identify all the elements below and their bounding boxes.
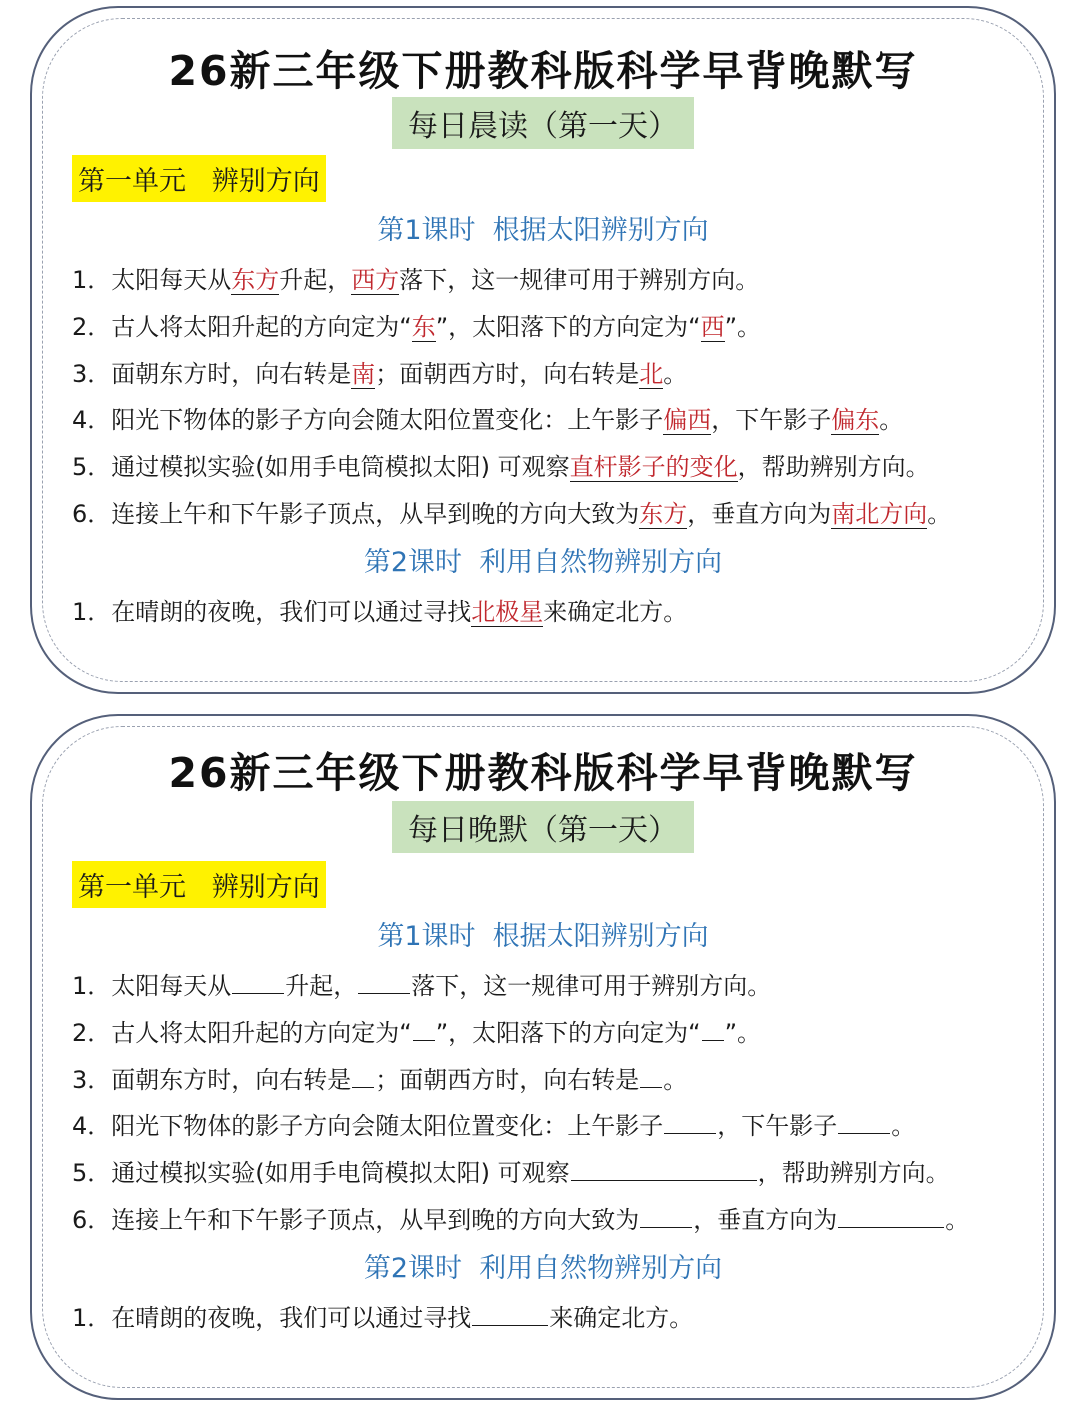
item-text: 太阳每天从 [111, 972, 232, 1000]
item-text: ；面朝西方时，向右转是 [375, 360, 640, 388]
item-number: 3． [72, 360, 112, 388]
item-text: 落下，这一规律可用于辨别方向。 [411, 972, 772, 1000]
item-text: ，帮助辨别方向。 [737, 453, 930, 481]
answer: 北 [639, 360, 664, 388]
item-text: 。 [663, 1066, 688, 1094]
item-text: ，帮助辨别方向。 [757, 1159, 950, 1187]
item-number: 2． [72, 1019, 112, 1047]
item-text: ”，太阳落下的方向定为“ [435, 313, 701, 341]
fill-blank[interactable] [838, 1203, 944, 1228]
list-item [72, 1060, 687, 1095]
answer: 东 [411, 313, 436, 341]
item-number: 6． [72, 500, 112, 528]
item-text: 通过模拟实验(如用手电筒模拟太阳) 可观察 [111, 1159, 570, 1187]
list-item [72, 260, 759, 295]
answer: 西方 [351, 266, 400, 294]
list-item [72, 494, 951, 529]
answer: 东方 [639, 500, 688, 528]
answer: 北极星 [471, 598, 544, 626]
item-text: 。 [879, 406, 904, 434]
item-text: 面朝东方时，向右转是 [111, 1066, 352, 1094]
fill-blank[interactable] [352, 1063, 374, 1088]
answer: 东方 [231, 266, 280, 294]
item-text: ”。 [724, 313, 762, 341]
list-item [72, 1200, 969, 1235]
card-subtitle: 每日晚默（第一天） [392, 801, 694, 853]
lesson-2-heading: 第2课时 利用自然物辨别方向 [363, 547, 723, 578]
unit-heading: 第一单元 辨别方向 [72, 155, 326, 202]
fill-blank[interactable] [472, 1301, 548, 1326]
lesson-1-heading: 第1课时 根据太阳辨别方向 [377, 215, 709, 246]
list-item [72, 307, 761, 342]
item-text: 古人将太阳升起的方向定为“ [111, 1019, 412, 1047]
item-number: 4． [72, 406, 112, 434]
item-number: 1． [72, 1304, 112, 1332]
item-text: 。 [927, 500, 952, 528]
item-text: 太阳每天从 [111, 266, 232, 294]
item-text: 连接上午和下午影子顶点，从早到晚的方向大致为 [111, 500, 640, 528]
morning-reading-card [30, 6, 1056, 694]
list-item [72, 354, 687, 389]
item-text: 。 [891, 1112, 916, 1140]
item-number: 5． [72, 453, 112, 481]
item-text: 来确定北方。 [543, 598, 688, 626]
item-text: ，垂直方向为 [693, 1206, 838, 1234]
list-item [72, 592, 687, 627]
item-text: 连接上午和下午影子顶点，从早到晚的方向大致为 [111, 1206, 640, 1234]
fill-blank[interactable] [702, 1016, 724, 1041]
lesson-1-heading: 第1课时 根据太阳辨别方向 [377, 921, 709, 952]
unit-heading: 第一单元 辨别方向 [72, 861, 326, 908]
item-text: 在晴朗的夜晚，我们可以通过寻找 [111, 1304, 472, 1332]
item-text: 。 [663, 360, 688, 388]
item-text: 来确定北方。 [549, 1304, 694, 1332]
item-number: 1． [72, 266, 112, 294]
item-text: 通过模拟实验(如用手电筒模拟太阳) 可观察 [111, 453, 570, 481]
list-item [72, 966, 771, 1001]
card-title: 26新三年级下册教科版科学早背晚默写 [168, 749, 918, 797]
item-number: 5． [72, 1159, 112, 1187]
item-text: 落下，这一规律可用于辨别方向。 [399, 266, 760, 294]
item-text: 升起， [279, 266, 352, 294]
fill-blank[interactable] [571, 1156, 757, 1181]
item-text: 古人将太阳升起的方向定为“ [111, 313, 412, 341]
fill-blank[interactable] [664, 1109, 716, 1134]
item-text: 在晴朗的夜晚，我们可以通过寻找 [111, 598, 472, 626]
answer: 直杆影子的变化 [569, 453, 738, 481]
fill-blank[interactable] [413, 1016, 435, 1041]
list-item [72, 400, 903, 435]
card-title: 26新三年级下册教科版科学早背晚默写 [168, 47, 918, 95]
item-text: 阳光下物体的影子方向会随太阳位置变化：上午影子 [111, 1112, 664, 1140]
item-number: 4． [72, 1112, 112, 1140]
item-number: 1． [72, 598, 112, 626]
lesson-2-heading: 第2课时 利用自然物辨别方向 [363, 1253, 723, 1284]
evening-dictation-card [30, 714, 1056, 1400]
list-item [72, 447, 930, 482]
fill-blank[interactable] [838, 1109, 890, 1134]
item-text: ，下午影子 [717, 1112, 838, 1140]
item-text: 面朝东方时，向右转是 [111, 360, 352, 388]
answer: 南 [351, 360, 376, 388]
list-item [72, 1298, 693, 1333]
item-text: 升起， [285, 972, 358, 1000]
answer: 西 [700, 313, 725, 341]
list-item [72, 1106, 915, 1141]
item-text: ，垂直方向为 [687, 500, 832, 528]
item-number: 6． [72, 1206, 112, 1234]
item-text: ”，太阳落下的方向定为“ [435, 1019, 701, 1047]
answer: 偏东 [831, 406, 880, 434]
item-text: ，下午影子 [711, 406, 832, 434]
fill-blank[interactable] [232, 969, 284, 994]
item-number: 2． [72, 313, 112, 341]
answer: 南北方向 [831, 500, 928, 528]
card-subtitle: 每日晨读（第一天） [392, 97, 694, 149]
fill-blank[interactable] [358, 969, 410, 994]
fill-blank[interactable] [640, 1203, 692, 1228]
item-text: 。 [945, 1206, 970, 1234]
item-number: 3． [72, 1066, 112, 1094]
item-text: ”。 [724, 1019, 762, 1047]
item-number: 1． [72, 972, 112, 1000]
fill-blank[interactable] [640, 1063, 662, 1088]
answer: 偏西 [663, 406, 712, 434]
item-text: ；面朝西方时，向右转是 [375, 1066, 640, 1094]
list-item [72, 1153, 950, 1188]
list-item [72, 1013, 761, 1048]
item-text: 阳光下物体的影子方向会随太阳位置变化：上午影子 [111, 406, 664, 434]
